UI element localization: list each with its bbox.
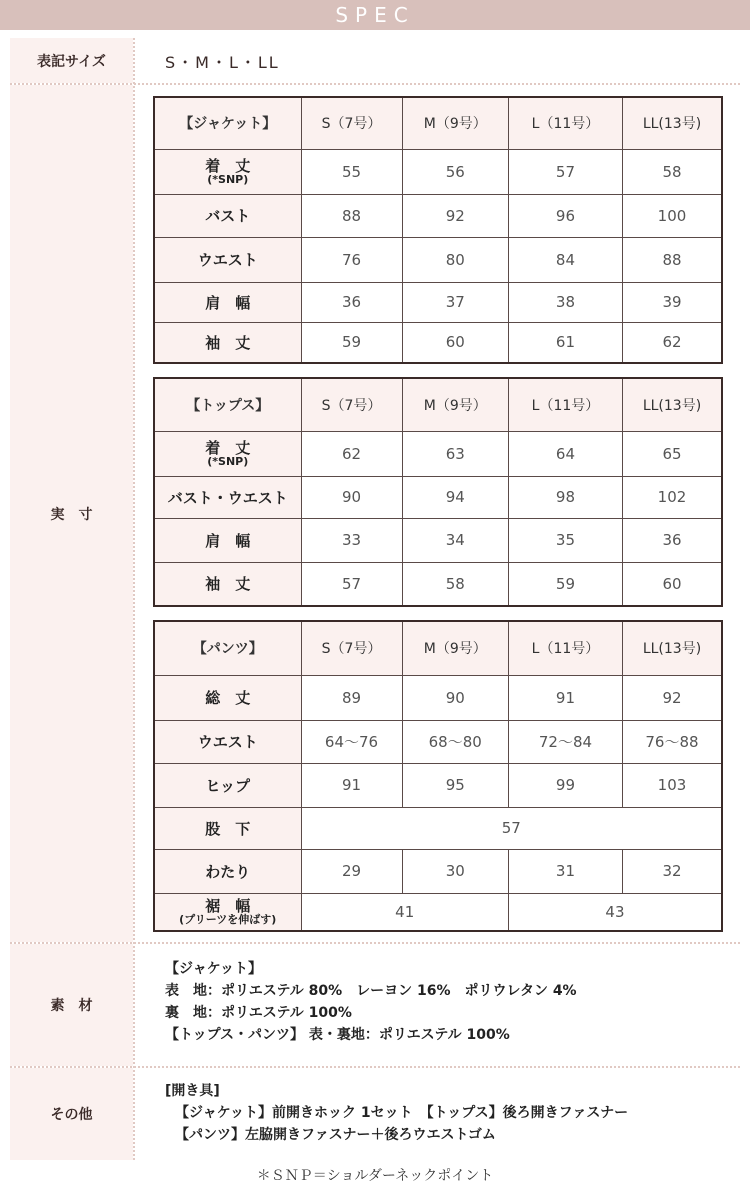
table-cell: 88: [622, 237, 722, 282]
table-cell: 92: [622, 675, 722, 720]
column-header: S（7号）: [301, 378, 402, 431]
table-cell: 61: [508, 322, 622, 363]
table-cell: 88: [301, 194, 402, 237]
row-header: 肩 幅: [154, 518, 301, 562]
table-cell: 59: [301, 322, 402, 363]
other-text: [165, 1080, 628, 1146]
size-value: S・M・L・LL: [165, 53, 280, 72]
jacket-table-title: 【ジャケット】: [154, 97, 301, 149]
table-cell: 57: [301, 562, 402, 606]
tops-table-title: 【トップス】: [154, 378, 301, 431]
table-cell: 43: [508, 893, 722, 931]
table-cell: 96: [508, 194, 622, 237]
spec-header: SPEC: [0, 0, 750, 30]
row-header: 総 丈: [154, 675, 301, 720]
vertical-divider: [133, 38, 135, 1160]
column-header: L（11号）: [508, 97, 622, 149]
column-header: M（9号）: [402, 97, 508, 149]
table-cell: 80: [402, 237, 508, 282]
table-cell: 64: [508, 431, 622, 476]
material-line: 裏 地：ポリエステル 100%: [165, 1005, 352, 1021]
table-cell: 59: [508, 562, 622, 606]
table-cell: 99: [508, 763, 622, 807]
table-cell: 34: [402, 518, 508, 562]
table-cell: 65: [622, 431, 722, 476]
table-cell: 33: [301, 518, 402, 562]
table-cell: 90: [402, 675, 508, 720]
table-cell: 32: [622, 849, 722, 893]
row-header: バスト・ウエスト: [154, 476, 301, 518]
row-header: 裾 幅 (プリーツを伸ばす): [154, 893, 301, 931]
table-cell: 100: [622, 194, 722, 237]
table-cell: 35: [508, 518, 622, 562]
table-cell: 95: [402, 763, 508, 807]
column-header: S（7号）: [301, 97, 402, 149]
material-line: 【トップス・パンツ】 表・裏地：ポリエステル 100%: [165, 1027, 510, 1043]
table-cell: 37: [402, 282, 508, 322]
row-header: 肩 幅: [154, 282, 301, 322]
footnote: ＊ＳＮＰ＝ショルダーネックポイント: [256, 1168, 494, 1184]
pants-table: [153, 620, 723, 932]
table-cell: 89: [301, 675, 402, 720]
jacket-table: [153, 96, 723, 364]
size-label: 表記サイズ: [10, 38, 133, 83]
column-header: LL(13号): [622, 378, 722, 431]
row-header: ヒップ: [154, 763, 301, 807]
row-header: 袖 丈: [154, 322, 301, 363]
table-cell: 60: [622, 562, 722, 606]
row-header: 袖 丈: [154, 562, 301, 606]
table-cell: 84: [508, 237, 622, 282]
table-cell: 91: [508, 675, 622, 720]
other-line: [開き具]: [165, 1083, 220, 1099]
table-cell: 58: [622, 149, 722, 194]
row-header: バスト: [154, 194, 301, 237]
table-cell: 62: [301, 431, 402, 476]
other-line: 【パンツ】左脇開きファスナー＋後ろウエストゴム: [175, 1127, 496, 1143]
row-header: ウエスト: [154, 237, 301, 282]
table-cell: 76: [301, 237, 402, 282]
column-header: S（7号）: [301, 621, 402, 675]
actual-size-label: 実 寸: [10, 85, 133, 942]
table-cell: 103: [622, 763, 722, 807]
table-cell: 57: [301, 807, 722, 849]
table-cell: 63: [402, 431, 508, 476]
table-cell: 98: [508, 476, 622, 518]
table-cell: 62: [622, 322, 722, 363]
table-cell: 41: [301, 893, 508, 931]
table-cell: 68〜80: [402, 720, 508, 763]
column-header: M（9号）: [402, 621, 508, 675]
table-cell: 39: [622, 282, 722, 322]
row-header: 股 下: [154, 807, 301, 849]
row-header: 着 丈 (*SNP): [154, 149, 301, 194]
row-header: わたり: [154, 849, 301, 893]
column-header: LL(13号): [622, 621, 722, 675]
column-header: M（9号）: [402, 378, 508, 431]
table-cell: 76〜88: [622, 720, 722, 763]
table-cell: 64〜76: [301, 720, 402, 763]
table-cell: 31: [508, 849, 622, 893]
table-cell: 102: [622, 476, 722, 518]
table-cell: 55: [301, 149, 402, 194]
table-cell: 29: [301, 849, 402, 893]
material-text: [165, 958, 577, 1046]
pants-table-title: 【パンツ】: [154, 621, 301, 675]
table-cell: 58: [402, 562, 508, 606]
material-label: 素 材: [10, 944, 133, 1066]
table-cell: 38: [508, 282, 622, 322]
tops-table: [153, 377, 723, 607]
row-header: 着 丈 (*SNP): [154, 431, 301, 476]
table-cell: 72〜84: [508, 720, 622, 763]
table-cell: 92: [402, 194, 508, 237]
table-cell: 94: [402, 476, 508, 518]
column-header: LL(13号): [622, 97, 722, 149]
table-cell: 36: [301, 282, 402, 322]
table-cell: 36: [622, 518, 722, 562]
row-header: ウエスト: [154, 720, 301, 763]
column-header: L（11号）: [508, 378, 622, 431]
other-label: その他: [10, 1068, 133, 1160]
material-line: 表 地：ポリエステル 80% レーヨン 16% ポリウレタン 4%: [165, 983, 577, 999]
table-cell: 57: [508, 149, 622, 194]
table-cell: 91: [301, 763, 402, 807]
table-cell: 56: [402, 149, 508, 194]
other-line: 【ジャケット】前開きホック 1セット 【トップス】後ろ開きファスナー: [175, 1105, 629, 1121]
table-cell: 90: [301, 476, 402, 518]
material-line: 【ジャケット】: [165, 961, 263, 977]
table-cell: 60: [402, 322, 508, 363]
column-header: L（11号）: [508, 621, 622, 675]
table-cell: 30: [402, 849, 508, 893]
